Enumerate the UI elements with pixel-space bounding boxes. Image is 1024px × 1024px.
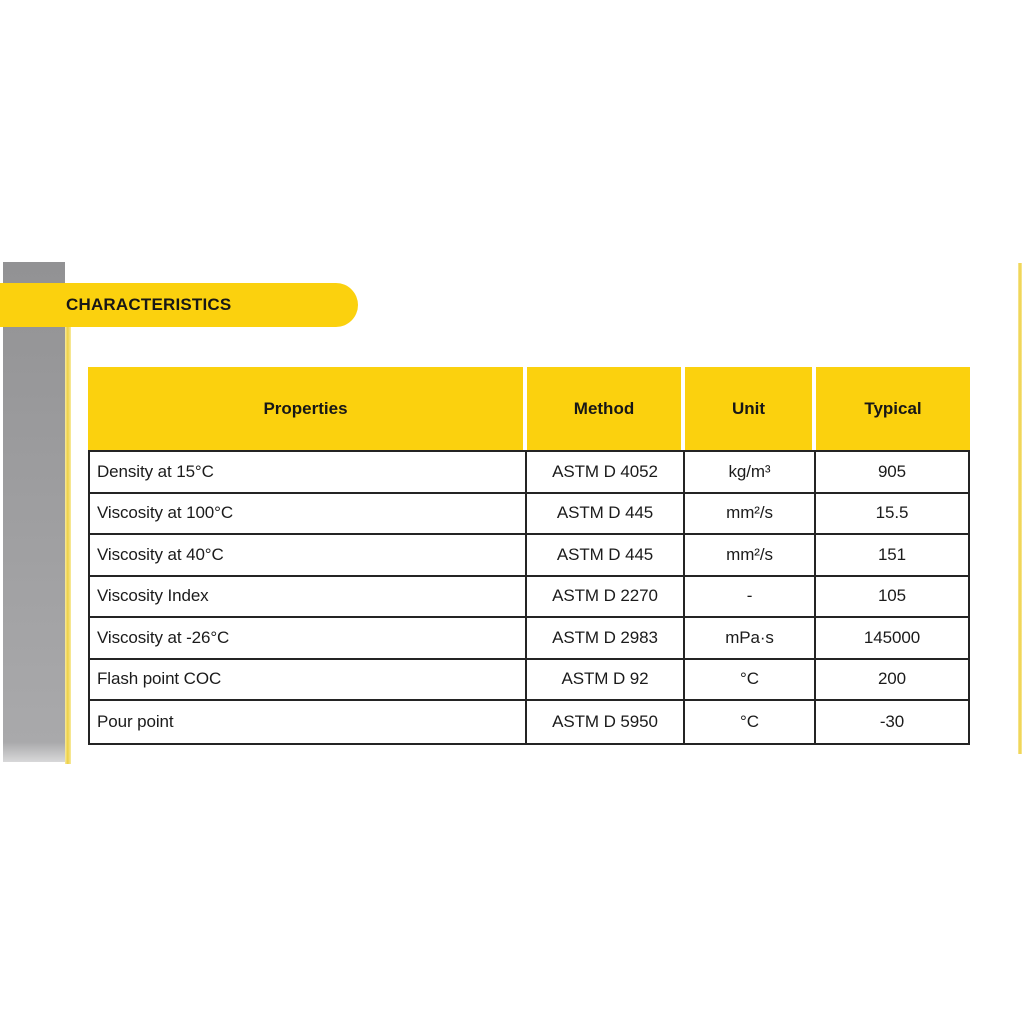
method-cell: ASTM D 445 [527,494,685,534]
left-yellow-accent-line [65,327,71,764]
table-row [90,701,968,743]
unit-cell: °C [685,660,816,700]
method-cell: ASTM D 445 [527,535,685,575]
column-header-typical: Typical [816,367,970,450]
typical-cell: 200 [877,669,907,689]
property-cell: Pour point [90,701,527,743]
left-gray-sidebar [3,262,65,762]
table-row [90,452,968,494]
method-cell: ASTM D 4052 [527,452,685,492]
section-header-banner [0,283,358,327]
characteristics-table [88,367,970,745]
table-row [90,535,968,577]
typical-cell: -30 [879,711,905,731]
table-body [88,450,970,745]
typical-cell: 905 [877,461,907,481]
method-cell: ASTM D 2983 [527,618,685,658]
unit-cell: mPa·s [685,618,816,658]
right-yellow-accent-line [1018,263,1022,754]
property-cell: Viscosity at 100°C [90,494,527,534]
property-cell: Viscosity at 40°C [90,535,527,575]
table-row [90,660,968,702]
table-row [90,577,968,619]
typical-cell: 145000 [863,627,921,647]
unit-cell: °C [685,701,816,743]
unit-cell: mm²/s [685,494,816,534]
method-cell: ASTM D 92 [527,660,685,700]
unit-cell: mm²/s [685,535,816,575]
column-header-unit: Unit [685,367,816,450]
column-header-properties: Properties [88,367,527,450]
property-cell: Flash point COC [90,660,527,700]
typical-cell: 15.5 [875,503,909,523]
column-header-method: Method [527,367,685,450]
typical-cell: 151 [877,544,907,564]
property-cell: Density at 15°C [90,452,527,492]
table-row [90,618,968,660]
unit-cell: kg/m³ [685,452,816,492]
typical-cell: 105 [877,586,907,606]
method-cell: ASTM D 2270 [527,577,685,617]
method-cell: ASTM D 5950 [527,701,685,743]
unit-cell: - [685,577,816,617]
section-title: CHARACTERISTICS [66,295,232,314]
table-row [90,494,968,536]
property-cell: Viscosity at -26°C [90,618,527,658]
property-cell: Viscosity Index [90,577,527,617]
table-header-row [88,367,970,450]
